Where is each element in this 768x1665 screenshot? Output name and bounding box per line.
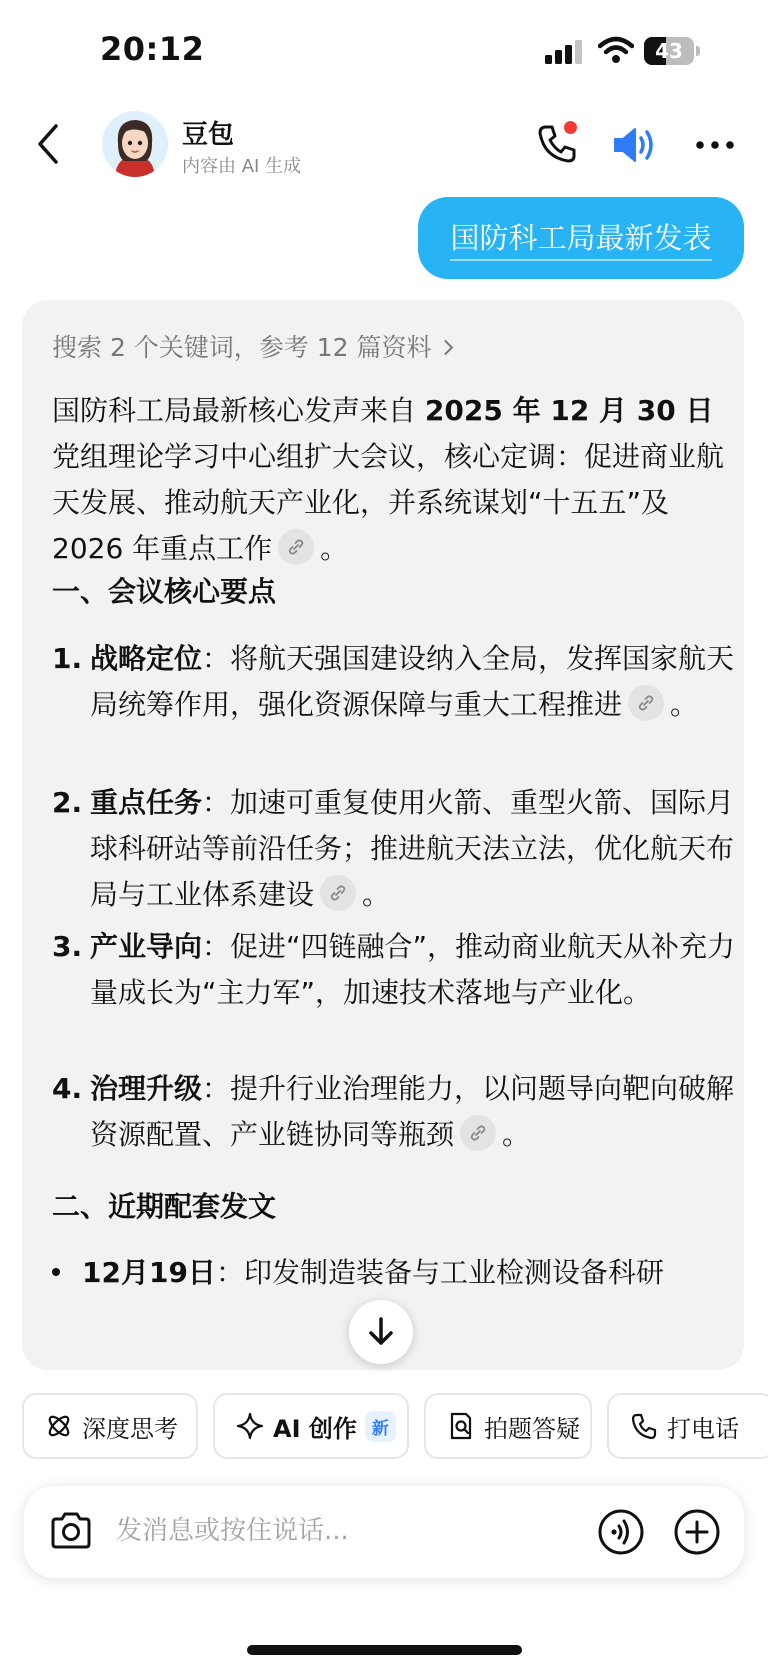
quick-action-deep-thinking[interactable] [22,1393,198,1459]
bullet-item [52,1250,664,1296]
quick-action-ai-create[interactable] [213,1393,409,1459]
chip-label: 拍题答疑 [484,1414,580,1443]
list-item-title: 治理升级 [90,1072,203,1105]
arrow-down-icon [367,1316,395,1348]
voice-icon[interactable] [597,1508,645,1556]
call-button[interactable] [534,121,580,167]
bot-name: 豆包 [182,120,235,150]
section-heading-1: 一、会议核心要点 [52,575,277,608]
message-input-bar [24,1486,744,1578]
question-doc-icon [446,1411,476,1441]
chip-label: AI 创作 [273,1414,357,1443]
section-heading-2: 二、近期配套发文 [52,1190,277,1223]
cellular-signal-icon [545,40,585,64]
chat-header [0,100,768,190]
quick-action-photo-question[interactable] [424,1393,592,1459]
intro-end: 。 [320,532,349,565]
search-summary-text: 搜索 2 个关键词，参考 12 篇资料 [52,333,432,362]
list-number: 2. [52,786,83,819]
citation-link-icon[interactable] [320,875,356,911]
list-item-title: 产业导向 [90,930,203,963]
citation-link-icon[interactable] [278,529,314,565]
phone-icon [629,1411,659,1441]
plus-icon[interactable] [673,1508,721,1556]
list-number: 1. [52,642,83,675]
list-number: 3. [52,930,83,963]
list-item-text: ：提升行业治理能力，以问题导向靶向破解资源配置、产业链协同等瓶颈 [90,1072,735,1151]
intro-text-2: 党组理论学习中心组扩大会议，核心定调：促进商业航天发展、推动航天产业化，并系统谋划“十五五”及 2026 年重点工作 [52,440,725,565]
answer-intro [52,388,732,572]
notification-dot [564,121,577,134]
status-time: 20:12 [100,30,205,68]
bullet-date: 12月19日 [82,1256,216,1289]
quick-actions-row [22,1393,768,1461]
chip-label: 深度思考 [82,1414,178,1443]
quick-action-phone-call[interactable] [607,1393,768,1459]
atom-icon [44,1411,74,1441]
more-icon[interactable] [692,122,738,168]
list-item-title: 战略定位 [90,642,203,675]
message-input[interactable] [116,1508,556,1554]
list-item-end: 。 [670,688,699,721]
list-item-end: 。 [362,878,391,911]
chip-label: 打电话 [667,1414,739,1443]
list-number: 4. [52,1072,83,1105]
battery-percent: 43 [655,39,683,63]
bullet-dot [52,1268,60,1276]
avatar[interactable] [102,111,168,177]
camera-icon[interactable] [48,1508,94,1554]
search-summary-link[interactable] [52,328,451,364]
list-item [52,1066,742,1158]
wifi-icon [598,36,634,64]
user-message-bubble[interactable] [418,197,744,279]
chevron-right-icon [437,340,453,356]
new-badge: 新 [365,1411,396,1442]
list-item-title: 重点任务 [90,786,203,819]
status-bar [0,0,768,100]
citation-link-icon[interactable] [628,685,664,721]
bullet-text: ：印发制造装备与工业检测设备科研 [215,1256,664,1289]
sparkle-icon [235,1411,265,1441]
intro-text: 国防科工局最新核心发声来自 [52,394,425,427]
answer-card [22,300,744,1370]
list-item [52,636,742,728]
battery-indicator [644,37,700,65]
list-item-end: 。 [502,1118,531,1151]
back-icon[interactable] [30,120,70,168]
list-item-text: ：将航天强国建设纳入全局，发挥国家航天局统筹作用，强化资源保障与重大工程推进 [90,642,735,721]
user-message-text: 国防科工局最新发表 [450,216,711,261]
list-item [52,780,742,918]
speaker-icon[interactable] [611,122,657,168]
intro-date: 2025 年 12 月 30 日 [424,394,714,427]
citation-link-icon[interactable] [460,1115,496,1151]
list-item-text: ：促进“四链融合”，推动商业航天从补充力量成长为“主力军”，加速技术落地与产业化。 [90,930,736,1009]
avatar-image [102,111,168,177]
ai-generated-label: 内容由 AI 生成 [182,156,302,177]
scroll-to-bottom-button[interactable] [349,1300,413,1364]
list-item [52,924,742,1016]
list-item-text: ：加速可重复使用火箭、重型火箭、国际月球科研站等前沿任务；推进航天法立法，优化航天布局与工业体系建设 [90,786,735,911]
home-indicator [247,1645,522,1655]
